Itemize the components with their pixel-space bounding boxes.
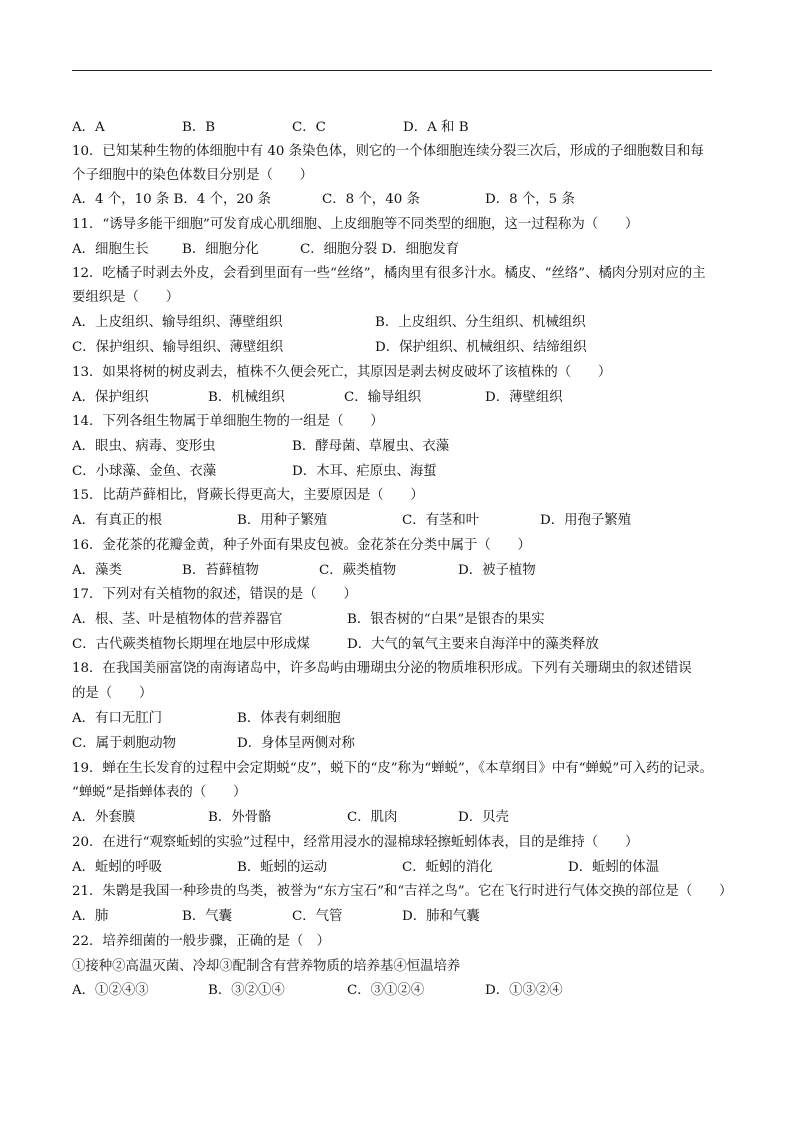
option-a: A．上皮组织、输导组织、薄壁组织 [72,315,283,330]
option-c: C．C [292,120,326,135]
option-b: B．气囊 [182,909,233,924]
option-a: A．保护组织 [72,390,149,405]
question-17-stem: 17．下列对有关植物的叙述，错误的是（ ） [72,587,357,602]
question-22-stem: 22．培养细菌的一般步骤，正确的是（ ） [72,934,331,949]
question-10-stem: 10．已知某种生物的体细胞中有 40 条染色体，则它的一个体细胞连续分裂三次后，形成的子细胞数目和每 [72,144,704,159]
option-a: A．有口无肛门 [72,711,163,726]
option-d: D．身体呈两侧对称 [237,736,355,751]
option-d: D．蚯蚓的体温 [568,860,660,875]
option-a: A．根、茎、叶是植物体的营养器官 [72,612,283,627]
option-c: C．输导组织 [344,390,422,405]
option-a: A．①②④③ [72,983,149,998]
option-b: B．③②①④ [208,983,285,998]
option-c: C．蚯蚓的消化 [402,860,493,875]
question-22-steps: ①接种②高温灭菌、冷却③配制含有营养物质的培养基④恒温培养 [72,959,461,974]
option-d: D．薄壁组织 [485,390,563,405]
option-b: B．B [182,120,216,135]
option-a: A．外套膜 [72,810,136,825]
option-a: A．肺 [72,909,109,924]
question-16-stem: 16．金花茶的花瓣金黄，种子外面有果皮包被。金花茶在分类中属于（ ） [72,538,531,553]
option-a: A．有真正的根 [72,513,163,528]
option-d: D．保护组织、机械组织、结缔组织 [375,340,587,355]
option-a: A．细胞生长 [72,242,149,257]
option-cd: C．细胞分裂 D．细胞发育 [300,242,460,257]
question-13-stem: 13．如果将树的树皮剥去，植株不久便会死亡，其原因是剥去树皮破坏了该植株的（ ） [72,365,612,380]
option-d: D．用孢子繁殖 [540,513,632,528]
option-b: B．蚯蚓的运动 [237,860,328,875]
option-d: D．被子植物 [458,563,536,578]
option-b: B．银杏树的“白果”是银杏的果实 [347,612,545,627]
option-a: A．蚯蚓的呼吸 [72,860,163,875]
option-b: B．体表有刺细胞 [237,711,341,726]
option-c: C．蕨类植物 [319,563,397,578]
option-d: D．A 和 B [403,120,469,135]
option-c: C．保护组织、输导组织、薄壁组织 [72,340,284,355]
question-20-stem: 20．在进行“观察蚯蚓的实验”过程中，经常用浸水的湿棉球轻擦蚯蚓体表，目的是维持（ ） [72,835,639,850]
option-d: D．肺和气囊 [402,909,480,924]
option-c: C．有茎和叶 [402,513,480,528]
option-d: D．大气的氧气主要来自海洋中的藻类释放 [347,637,599,652]
question-15-stem: 15．比葫芦藓相比，肾蕨长得更高大，主要原因是（ ） [72,488,424,503]
option-a: A．藻类 [72,563,122,578]
option-d: D．木耳、疟原虫、海蜇 [292,464,437,479]
option-c: C．③①②④ [347,983,425,998]
option-c: C．小球藻、金鱼、衣藻 [72,464,217,479]
option-b: B．苔藓植物 [182,563,259,578]
option-d: D．贝壳 [458,810,509,825]
header-rule [72,70,712,71]
question-12-stem: 12．吃橘子时剥去外皮，会看到里面有一些“丝络”，橘肉里有很多汁水。橘皮、“丝络”、橘肉分别对应的主 [72,266,706,281]
option-b: B．用种子繁殖 [237,513,328,528]
question-18-stem: 18．在我国美丽富饶的南海诸岛中，许多岛屿由珊瑚虫分泌的物质堆积形成。下列有关珊瑚虫的叙述错误 [72,661,692,676]
question-14-stem: 14．下列各组生物属于单细胞生物的一组是（ ） [72,414,384,429]
option-b: B．机械组织 [208,390,285,405]
option-a: A．眼虫、病毒、变形虫 [72,439,216,454]
option-ab: A．4 个，10 条 B．4 个，20 条 [72,192,272,207]
option-d: D．①③②④ [485,983,563,998]
option-c: C．肌肉 [347,810,398,825]
option-c: C．古代蕨类植物长期埋在地层中形成煤 [72,637,310,652]
question-11-stem: 11．“诱导多能干细胞”可发育成心肌细胞、上皮细胞等不同类型的细胞，这一过程称为（ ） [72,217,639,232]
option-a: A．A [72,120,105,135]
question-18-stem-cont: 的是（ ） [72,686,153,701]
option-b: B．外骨骼 [208,810,272,825]
option-c: C．8 个，40 条 [322,192,420,207]
question-19-stem-cont: “蝉蜕”是指蝉体表的（ ） [72,785,247,800]
option-d: D．8 个，5 条 [485,192,575,207]
question-19-stem: 19．蝉在生长发育的过程中会定期蜕“皮”，蜕下的“皮”称为“蝉蜕”，《本草纲目》中有“蝉蜕”可入药的记录。 [72,761,713,776]
option-b: B．酵母菌、草履虫、衣藻 [292,439,450,454]
option-c: C．属于刺胞动物 [72,736,176,751]
question-12-stem-cont: 要组织是（ ） [72,290,180,305]
question-21-stem: 21．朱鹮是我国一种珍贵的鸟类，被誉为“东方宝石”和“吉祥之鸟”。它在飞行时进行气体交换的部位是（ ） [72,884,733,899]
option-b: B．细胞分化 [182,242,259,257]
option-c: C．气管 [292,909,343,924]
option-b: B．上皮组织、分生组织、机械组织 [375,315,586,330]
question-10-stem-cont: 个子细胞中的染色体数目分别是（ ） [72,168,314,183]
